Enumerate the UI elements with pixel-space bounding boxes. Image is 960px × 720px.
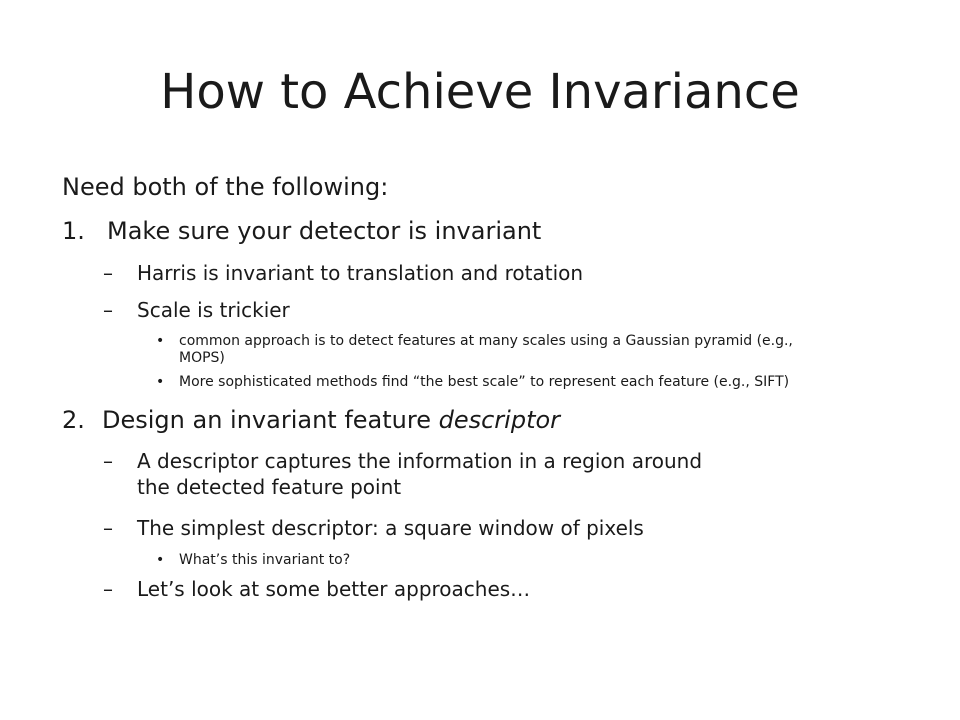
sub-item-scale: Scale is trickier <box>137 298 290 322</box>
bullet-marker: • <box>156 333 165 349</box>
sub-item-descriptor-line2: the detected feature point <box>137 475 402 499</box>
sub-item-descriptor-line1: A descriptor captures the information in a region around <box>137 449 703 473</box>
sub-item-harris: Harris is invariant to translation and rotation <box>137 261 584 285</box>
bullet-whats-invariant: What’s this invariant to? <box>179 552 351 568</box>
bullet-common-approach-line1: common approach is to detect features at many scales using a Gaussian pyramid (e.g., <box>179 333 793 349</box>
dash-marker: – <box>103 261 113 285</box>
intro-text: Need both of the following: <box>62 173 389 201</box>
dash-marker: – <box>103 577 113 601</box>
dash-marker: – <box>103 298 113 322</box>
bullet-marker: • <box>156 374 165 390</box>
dash-marker: – <box>103 449 113 473</box>
bullet-common-approach-line2: MOPS) <box>179 350 225 366</box>
list-marker-1: 1. <box>62 217 85 245</box>
sub-item-simplest-descriptor: The simplest descriptor: a square window of pixels <box>137 516 644 540</box>
bullet-sophisticated-methods: More sophisticated methods find “the best scale” to represent each feature (e.g., SIFT) <box>179 374 790 390</box>
list-item-1: Make sure your detector is invariant <box>107 217 542 245</box>
slide-title: How to Achieve Invariance <box>160 64 800 120</box>
list-item-2 <box>102 405 560 435</box>
list-item-2-text: Design an invariant feature <box>102 406 439 434</box>
list-item-2-emphasis: descriptor <box>438 406 561 434</box>
bullet-marker: • <box>156 552 165 568</box>
list-marker-2: 2. <box>62 406 85 434</box>
dash-marker: – <box>103 516 113 540</box>
sub-item-better-approaches: Let’s look at some better approaches… <box>137 577 531 601</box>
